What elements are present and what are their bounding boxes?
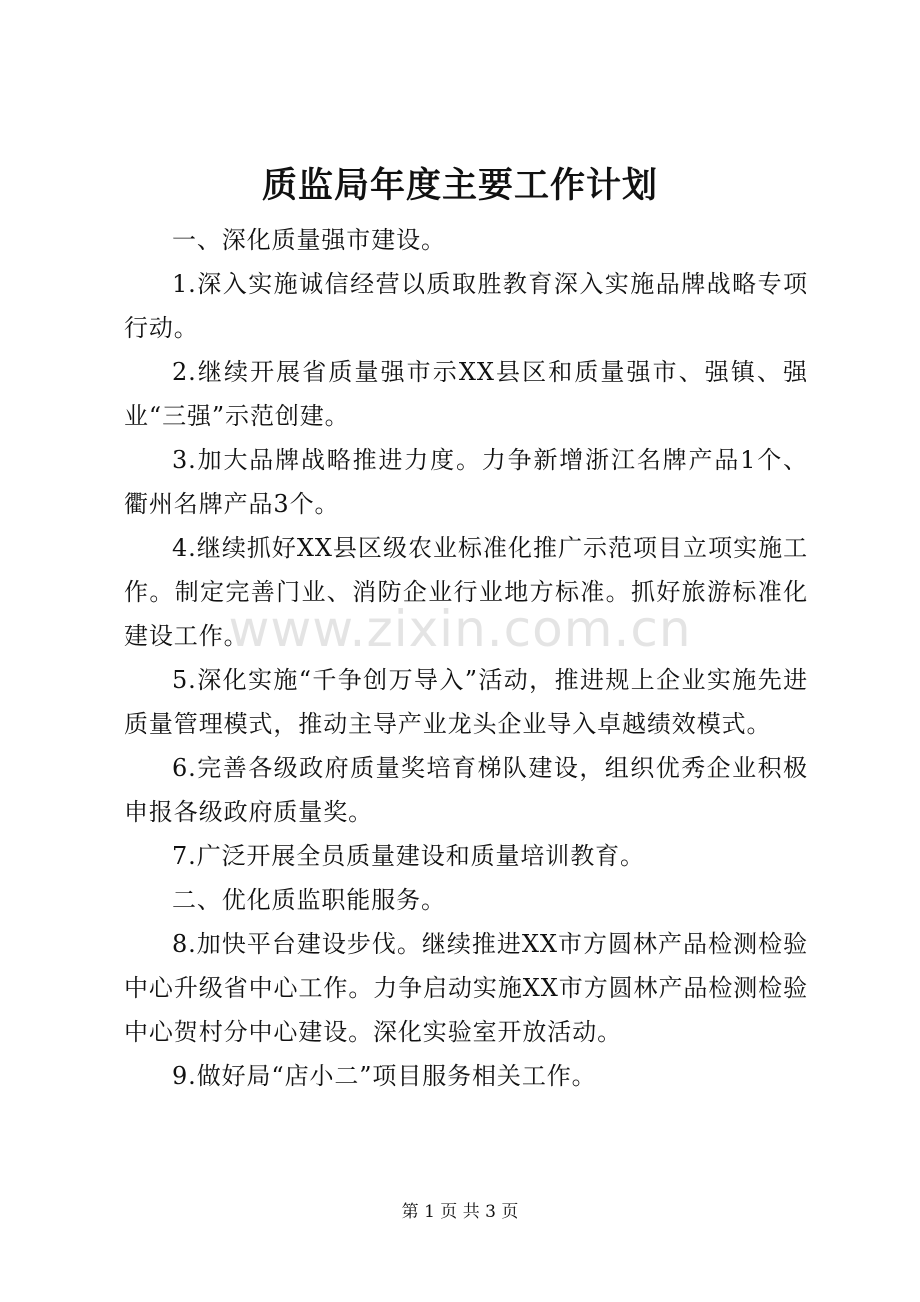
paragraph-item-8: 8.加快平台建设步伐。继续推进XX市方圆林产品检测检验中心升级省中心工作。力争启动实施XX市方圆林产品检测检验中心贺村分中心建设。深化实验室开放活动。 [124,930,808,1046]
paragraph-item-3: 3.加大品牌战略推进力度。力争新增浙江名牌产品1个、衢州名牌产品3个。 [124,446,808,518]
paragraph-item-6: 6.完善各级政府质量奖培育梯队建设，组织优秀企业积极申报各级政府质量奖。 [124,754,808,826]
paragraph-item-4: 4.继续抓好XX县区级农业标准化推广示范项目立项实施工作。制定完善门业、消防企业行业地方标准。抓好旅游标准化建设工作。 [124,534,808,650]
section-heading-1: 一、深化质量强市建设。 [172,226,446,254]
document-title: 质监局年度主要工作计划 [261,165,658,206]
paragraph-item-9: 9.做好局“店小二”项目服务相关工作。 [172,1062,597,1090]
document-body [124,218,808,1098]
paragraph-item-5: 5.深化实施“千争创万导入”活动，推进规上企业实施先进质量管理模式，推动主导产业龙头企业导入卓越绩效模式。 [124,666,808,738]
paragraph-item-1: 1.深入实施诚信经营以质取胜教育深入实施品牌战略专项行动。 [124,270,808,342]
paragraph-item-2: 2.继续开展省质量强市示XX县区和质量强市、强镇、强业“三强”示范创建。 [124,358,808,430]
paragraph-item-7: 7.广泛开展全员质量建设和质量培训教育。 [172,842,645,870]
watermark: www.zixin.com.cn [228,600,692,658]
section-heading-2: 二、优化质监职能服务。 [172,886,446,914]
page-footer: 第 1 页 共 3 页 [401,1202,519,1222]
